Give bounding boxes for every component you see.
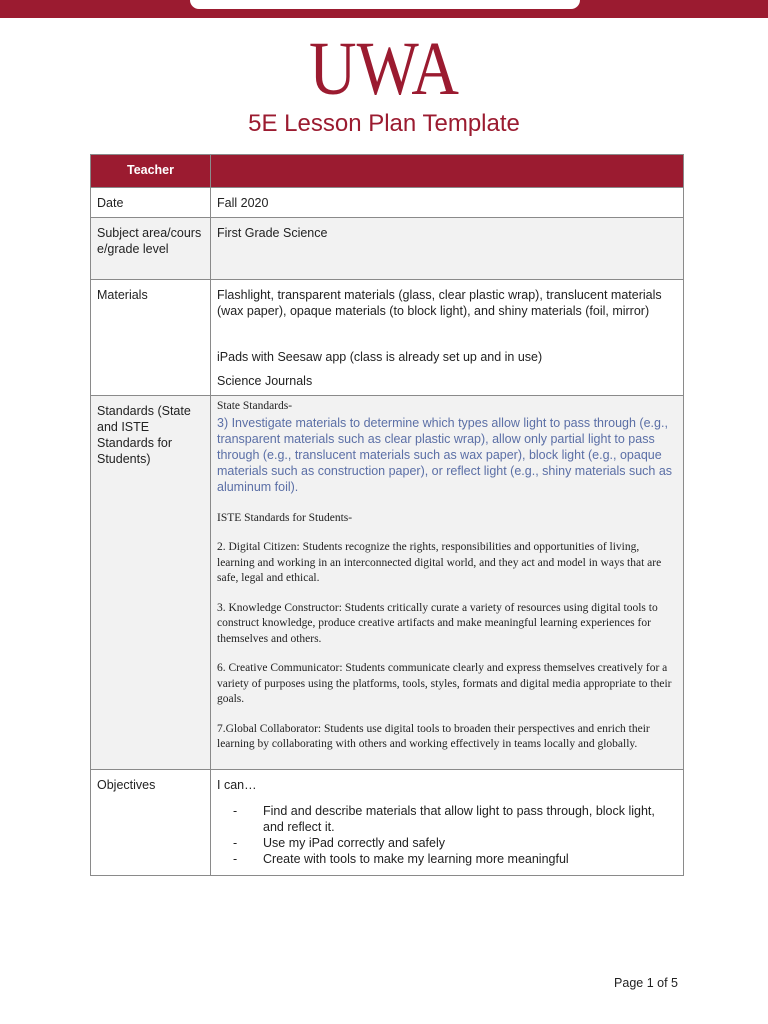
objective-text: Find and describe materials that allow light to pass through, block light, and reflect it.: [263, 803, 655, 834]
list-dash: -: [233, 803, 238, 818]
materials-line-1: Flashlight, transparent materials (glass, clear plastic wrap), translucent materials (wax paper), opaque materials (to block light), and shiny materials (foil, mirror): [217, 288, 662, 318]
teacher-value: [211, 155, 684, 188]
page-number: Page 1 of 5: [614, 976, 678, 990]
subject-value: First Grade Science: [211, 218, 684, 280]
state-standards-text: 3) Investigate materials to determine which types allow light to pass through (e.g., transparent materials such as clear plastic wrap), allow only partial light to pass through (e.g., translucent materials such as wax paper), block light (e.g., opaque materials such as construction paper), or reflect light (e.g., shiny materials such as aluminum foil).: [217, 415, 673, 494]
standards-cell: [211, 396, 684, 770]
iste-standard-item: 3. Knowledge Constructor: Students critically curate a variety of resources using digital tools to construct knowledge, produce creative artifacts and make meaningful learning experiences for themselves and others.: [217, 601, 658, 645]
iste-standard-item: 2. Digital Citizen: Students recognize the rights, responsibilities and opportunities of living, learning and working in an interconnected digital world, and they act and model in ways that are safe, legal and ethical.: [217, 541, 662, 584]
list-dash: -: [233, 835, 238, 850]
date-row: [91, 188, 684, 218]
materials-line-2: iPads with Seesaw app (class is already set up and in use): [217, 350, 543, 364]
date-value: Fall 2020: [211, 188, 684, 218]
objective-text: Create with tools to make my learning more meaningful: [263, 851, 569, 866]
materials-label: Materials: [91, 280, 211, 396]
iste-standards-heading: ISTE Standards for Students-: [217, 511, 353, 524]
list-dash: -: [233, 851, 238, 866]
materials-row: [91, 280, 684, 396]
standards-label: Standards (State and ISTE Standards for Students): [91, 396, 211, 770]
standards-row: [91, 396, 684, 770]
lesson-plan-table: [90, 154, 684, 876]
top-banner-notch: [190, 0, 580, 9]
objectives-cell: [211, 769, 684, 875]
objectives-list: [217, 803, 677, 867]
objective-item: [217, 803, 677, 835]
subject-label: Subject area/course/grade level: [91, 218, 211, 280]
uwa-logo-text: UWA: [309, 30, 460, 100]
subject-row: [91, 218, 684, 280]
objective-item: [217, 835, 677, 851]
date-label: Date: [91, 188, 211, 218]
objectives-row: [91, 769, 684, 875]
materials-line-3: Science Journals: [217, 374, 313, 388]
objectives-intro: I can…: [217, 777, 257, 792]
teacher-label: Teacher: [91, 155, 211, 188]
state-standards-heading: State Standards-: [217, 400, 293, 412]
objectives-label: Objectives: [91, 769, 211, 875]
iste-standard-item: 7.Global Collaborator: Students use digital tools to broaden their perspectives and enrich their learning by collaborating with others and working effectively in teams locally and globally.: [217, 722, 650, 750]
objective-text: Use my iPad correctly and safely: [263, 835, 446, 850]
iste-standard-item: 6. Creative Communicator: Students communicate clearly and express themselves creatively for a variety of purposes using the platforms, tools, styles, formats and digital media appropriate to their goals.: [217, 662, 672, 705]
uwa-logo: [0, 30, 768, 100]
objective-item: [217, 851, 677, 867]
materials-cell: [211, 280, 684, 396]
materials-spacer: [217, 319, 677, 349]
teacher-row: [91, 155, 684, 188]
page-title: 5E Lesson Plan Template: [248, 110, 520, 137]
